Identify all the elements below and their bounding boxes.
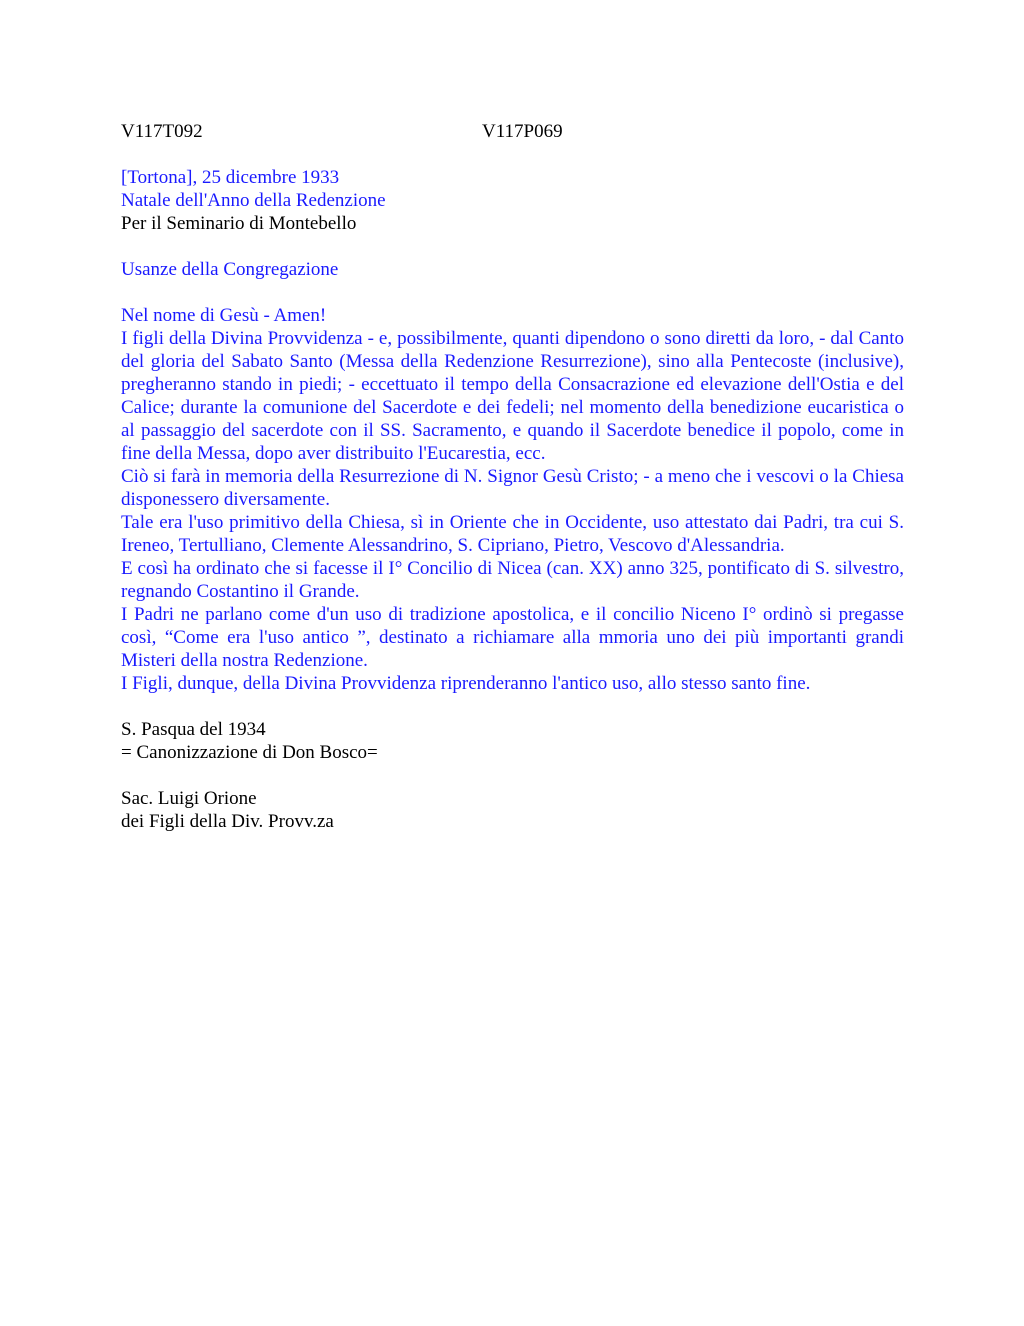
closing-note: = Canonizzazione di Don Bosco= — [121, 742, 378, 763]
body-paragraph: I figli della Divina Provvidenza - e, possibilmente, quanti dipendono o sono diretti da loro, - dal Canto del gloria del Sabato Santo (Messa della Redenzione Resurrezione), sino alla Pentecoste (inclusive), pregheranno stando in piedi; - eccettuato il tempo della Consacrazione ed elevazione dell'Ostia e del Calice; durante la comunione del Sacerdote e dei fedeli; nel momento della benedizione eucaristica o al passaggio del sacerdote con il SS. Sacramento, e quando il Sacerdote benedice il popolo, come in fine della Messa, dopo aver distribuito l'Eucarestia, ecc. — [121, 328, 904, 464]
signature-name: Sac. Luigi Orione — [121, 788, 257, 809]
body-paragraph: Tale era l'uso primitivo della Chiesa, sì in Oriente che in Occidente, uso attestato dai Padri, tra cui S. Ireneo, Tertulliano, Clemente Alessandrino, S. Cipriano, Pietro, Vescovo d'Alessandria. — [121, 512, 904, 556]
body-paragraph: Ciò si farà in memoria della Resurrezione di N. Signor Gesù Cristo; - a meno che i vescovi o la Chiesa disponessero diversamente. — [121, 466, 904, 510]
document-code-right: V117P069 — [482, 121, 563, 142]
body-paragraph: I Padri ne parlano come d'un uso di tradizione apostolica, e il concilio Niceno I° ordinò si pregasse così, “Come era l'uso antico ”, destinato a richiamare alla mmoria uno dei più importanti grandi Misteri della nostra Redenzione. — [121, 604, 904, 671]
document-title: Usanze della Congregazione — [121, 259, 339, 280]
signature-title: dei Figli della Div. Provv.za — [121, 811, 334, 832]
body-paragraph: E così ha ordinato che si facesse il I° Concilio di Nicea (can. XX) anno 325, pontificato di S. silvestro, regnando Costantino il Grande. — [121, 558, 904, 602]
body-paragraph: I Figli, dunque, della Divina Provvidenza riprenderanno l'antico uso, allo stesso santo fine. — [121, 673, 811, 694]
date-line: [Tortona], 25 dicembre 1933 — [121, 167, 340, 188]
recipient-line: Per il Seminario di Montebello — [121, 213, 357, 234]
document-content — [121, 120, 904, 833]
document-codes — [121, 120, 904, 143]
occasion-line: Natale dell'Anno della Redenzione — [121, 190, 386, 211]
closing-date: S. Pasqua del 1934 — [121, 719, 266, 740]
invocation-line: Nel nome di Gesù - Amen! — [121, 305, 327, 326]
document-code-left: V117T092 — [121, 121, 203, 142]
